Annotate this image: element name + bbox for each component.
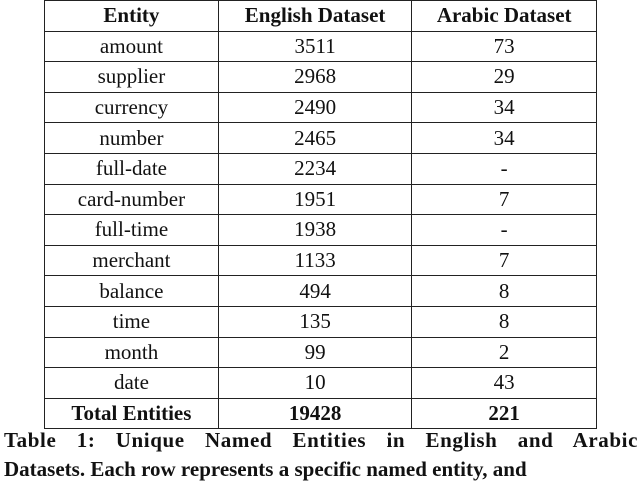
total-label: Total Entities [45, 398, 219, 429]
table-row [45, 276, 597, 307]
arabic-count-cell: 34 [412, 92, 597, 123]
english-count-cell: 2490 [218, 92, 412, 123]
table-row [45, 184, 597, 215]
english-count-cell: 135 [218, 306, 412, 337]
arabic-count-cell: 43 [412, 368, 597, 399]
entity-cell: full-date [45, 153, 219, 184]
entity-cell: currency [45, 92, 219, 123]
table-row [45, 245, 597, 276]
arabic-count-cell: 73 [412, 31, 597, 62]
english-count-cell: 10 [218, 368, 412, 399]
entity-cell: amount [45, 31, 219, 62]
header-entity: Entity [45, 1, 219, 32]
arabic-count-cell: 7 [412, 245, 597, 276]
entity-cell: date [45, 368, 219, 399]
entities-table [44, 0, 597, 429]
entity-cell: balance [45, 276, 219, 307]
english-count-cell: 494 [218, 276, 412, 307]
entity-cell: merchant [45, 245, 219, 276]
table-row [45, 123, 597, 154]
english-count-cell: 1951 [218, 184, 412, 215]
table-row [45, 306, 597, 337]
table-caption: Table 1: Unique Named Entities in English and Arabic [4, 428, 638, 452]
total-english: 19428 [218, 398, 412, 429]
table-body [45, 31, 597, 398]
arabic-count-cell: 34 [412, 123, 597, 154]
table-row [45, 215, 597, 246]
arabic-count-cell: 7 [412, 184, 597, 215]
english-count-cell: 99 [218, 337, 412, 368]
entity-cell: month [45, 337, 219, 368]
arabic-count-cell: 29 [412, 62, 597, 93]
table-row [45, 92, 597, 123]
english-count-cell: 2234 [218, 153, 412, 184]
arabic-count-cell: 8 [412, 306, 597, 337]
entity-cell: supplier [45, 62, 219, 93]
total-arabic: 221 [412, 398, 597, 429]
entity-cell: number [45, 123, 219, 154]
entity-cell: card-number [45, 184, 219, 215]
table-caption-continued: Datasets. Each row represents a specific named entity, and [4, 457, 527, 481]
english-count-cell: 1133 [218, 245, 412, 276]
arabic-count-cell: 8 [412, 276, 597, 307]
arabic-count-cell: - [412, 215, 597, 246]
table-row [45, 31, 597, 62]
arabic-count-cell: - [412, 153, 597, 184]
entity-cell: full-time [45, 215, 219, 246]
header-arabic-dataset: Arabic Dataset [412, 1, 597, 32]
english-count-cell: 2465 [218, 123, 412, 154]
header-english-dataset: English Dataset [218, 1, 412, 32]
english-count-cell: 1938 [218, 215, 412, 246]
table-row [45, 62, 597, 93]
arabic-count-cell: 2 [412, 337, 597, 368]
table-row [45, 337, 597, 368]
header-row [45, 1, 597, 32]
total-row [45, 398, 597, 429]
table-row [45, 153, 597, 184]
english-count-cell: 2968 [218, 62, 412, 93]
english-count-cell: 3511 [218, 31, 412, 62]
table-row [45, 368, 597, 399]
entity-cell: time [45, 306, 219, 337]
